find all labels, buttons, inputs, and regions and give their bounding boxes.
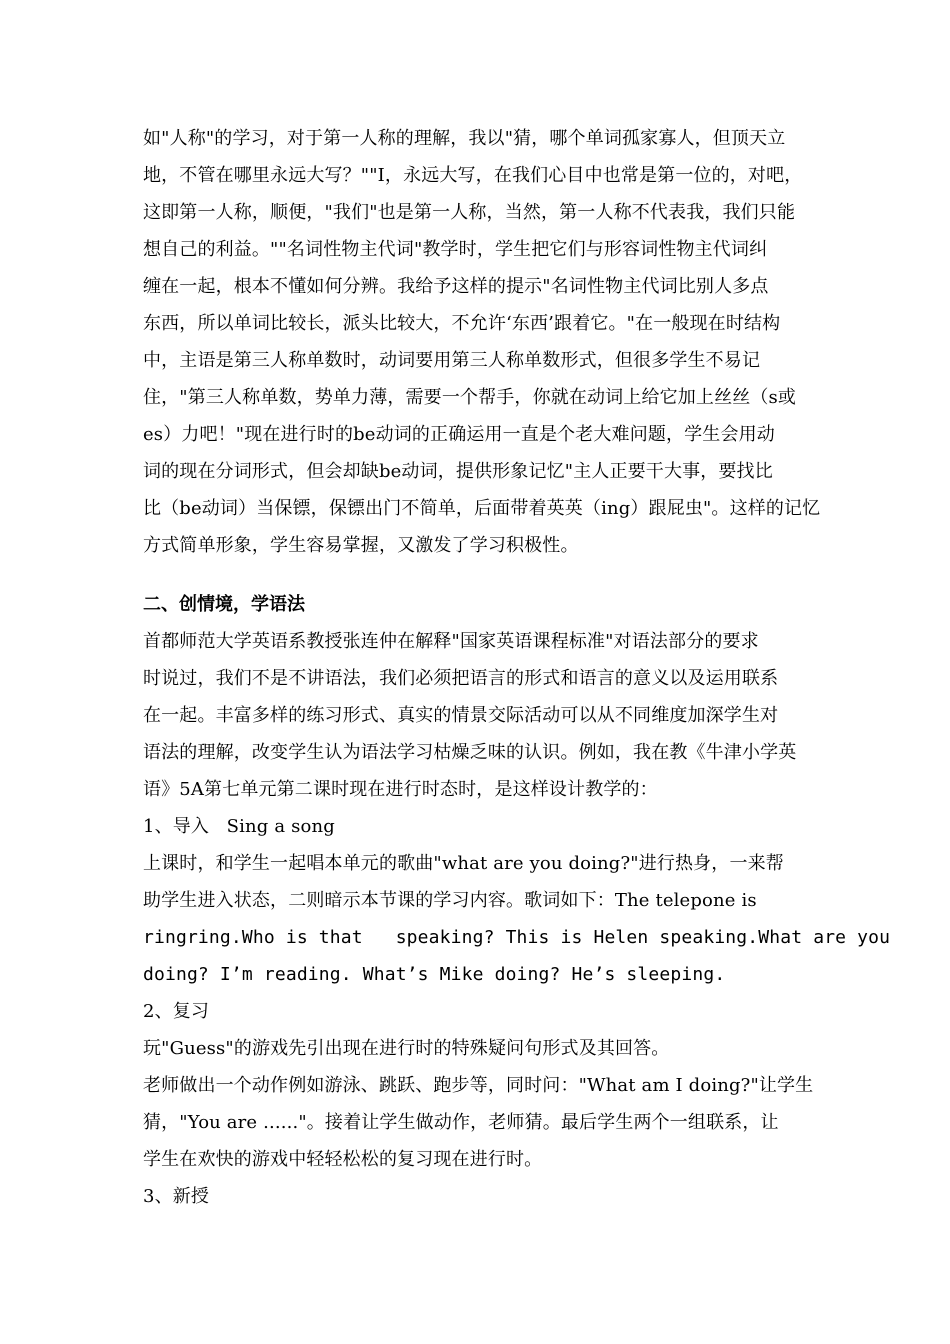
text-line: 比（be动词）当保镖，保镖出门不简单，后面带着英英（ing）跟屁虫"。这样的记忆 [143,498,821,519]
text-line: es）力吧！"现在进行时的be动词的正确运用一直是个老大难问题，学生会用动 [143,424,775,445]
text-line: 中，主语是第三人称单数时，动词要用第三人称单数形式，但很多学生不易记 [143,350,761,371]
text-line: 缠在一起，根本不懂如何分辨。我给予这样的提示"名词性物主代词比别人多点 [143,276,769,297]
text-line: 如"人称"的学习，对于第一人称的理解，我以"猜，哪个单词孤家寡人，但顶天立 [143,128,786,149]
text-line: 这即第一人称，顺便，"我们"也是第一人称，当然，第一人称不代表我，我们只能 [143,202,796,223]
text-line: 学生在欢快的游戏中轻轻松松的复习现在进行时。 [143,1149,543,1170]
text-line: 住，"第三人称单数，势单力薄，需要一个帮手，你就在动词上给它加上丝丝（s或 [143,387,797,408]
text-line: 地，不管在哪里永远大写？""I，永远大写，在我们心目中也常是第一位的，对吧， [143,165,803,186]
text-line: 语》5A第七单元第二课时现在进行时态时，是这样设计教学的： [143,779,658,800]
text-line: 东西，所以单词比较长，派头比较大，不允许‘东西’跟着它。"在一般现在时结构 [143,313,781,334]
text-line: 首都师范大学英语系教授张连仲在解释"国家英语课程标准"对语法部分的要求 [143,631,759,652]
text-line: 助学生进入状态，二则暗示本节课的学习内容。歌词如下：The telepone is [143,890,757,911]
text-line: 语法的理解，改变学生认为语法学习枯燥乏味的认识。例如，我在教《牛津小学英 [143,742,797,763]
text-line: 玩"Guess"的游戏先引出现在进行时的特殊疑问句形式及其回答。 [143,1038,670,1059]
text-line: 时说过，我们不是不讲语法，我们必须把语言的形式和语言的意义以及运用联系 [143,668,779,689]
text-line: ringring.Who is that speaking? This is Helen speaking.What are you [143,927,891,948]
text-line: 想自己的利益。""名词性物主代词"教学时，学生把它们与形容词性物主代词纠 [143,239,768,260]
section-heading: 二、创情境，学语法 [143,594,305,615]
paragraph-grammar-context [143,623,813,808]
text-line: 猜，"You are ......"。接着让学生做动作，老师猜。最后学生两个一组联系，让 [143,1112,779,1133]
step-title-intro: 1、导入 Sing a song [143,816,335,837]
step-title-review: 2、复习 [143,1001,210,1022]
text-line: 在一起。丰富多样的练习形式、真实的情景交际活动可以从不同维度加深学生对 [143,705,779,726]
text-column [143,120,891,1215]
step-title-new-lesson: 3、新授 [143,1186,210,1207]
text-line: doing? I’m reading. What’s Mike doing? He’s sleeping. [143,964,726,985]
step-body-review [143,1030,813,1178]
text-line: 老师做出一个动作例如游泳、跳跃、跑步等，同时问："What am I doing?"让学生 [143,1075,814,1096]
text-line: 方式简单形象，学生容易掌握，又激发了学习积极性。 [143,535,579,556]
text-line: 词的现在分词形式，但会却缺be动词，提供形象记忆"主人正要干大事，要找比 [143,461,773,482]
paragraph-memory-tips [143,120,821,564]
text-line: 上课时，和学生一起唱本单元的歌曲"what are you doing?"进行热身，一来帮 [143,853,784,874]
step-body-intro [143,845,891,993]
